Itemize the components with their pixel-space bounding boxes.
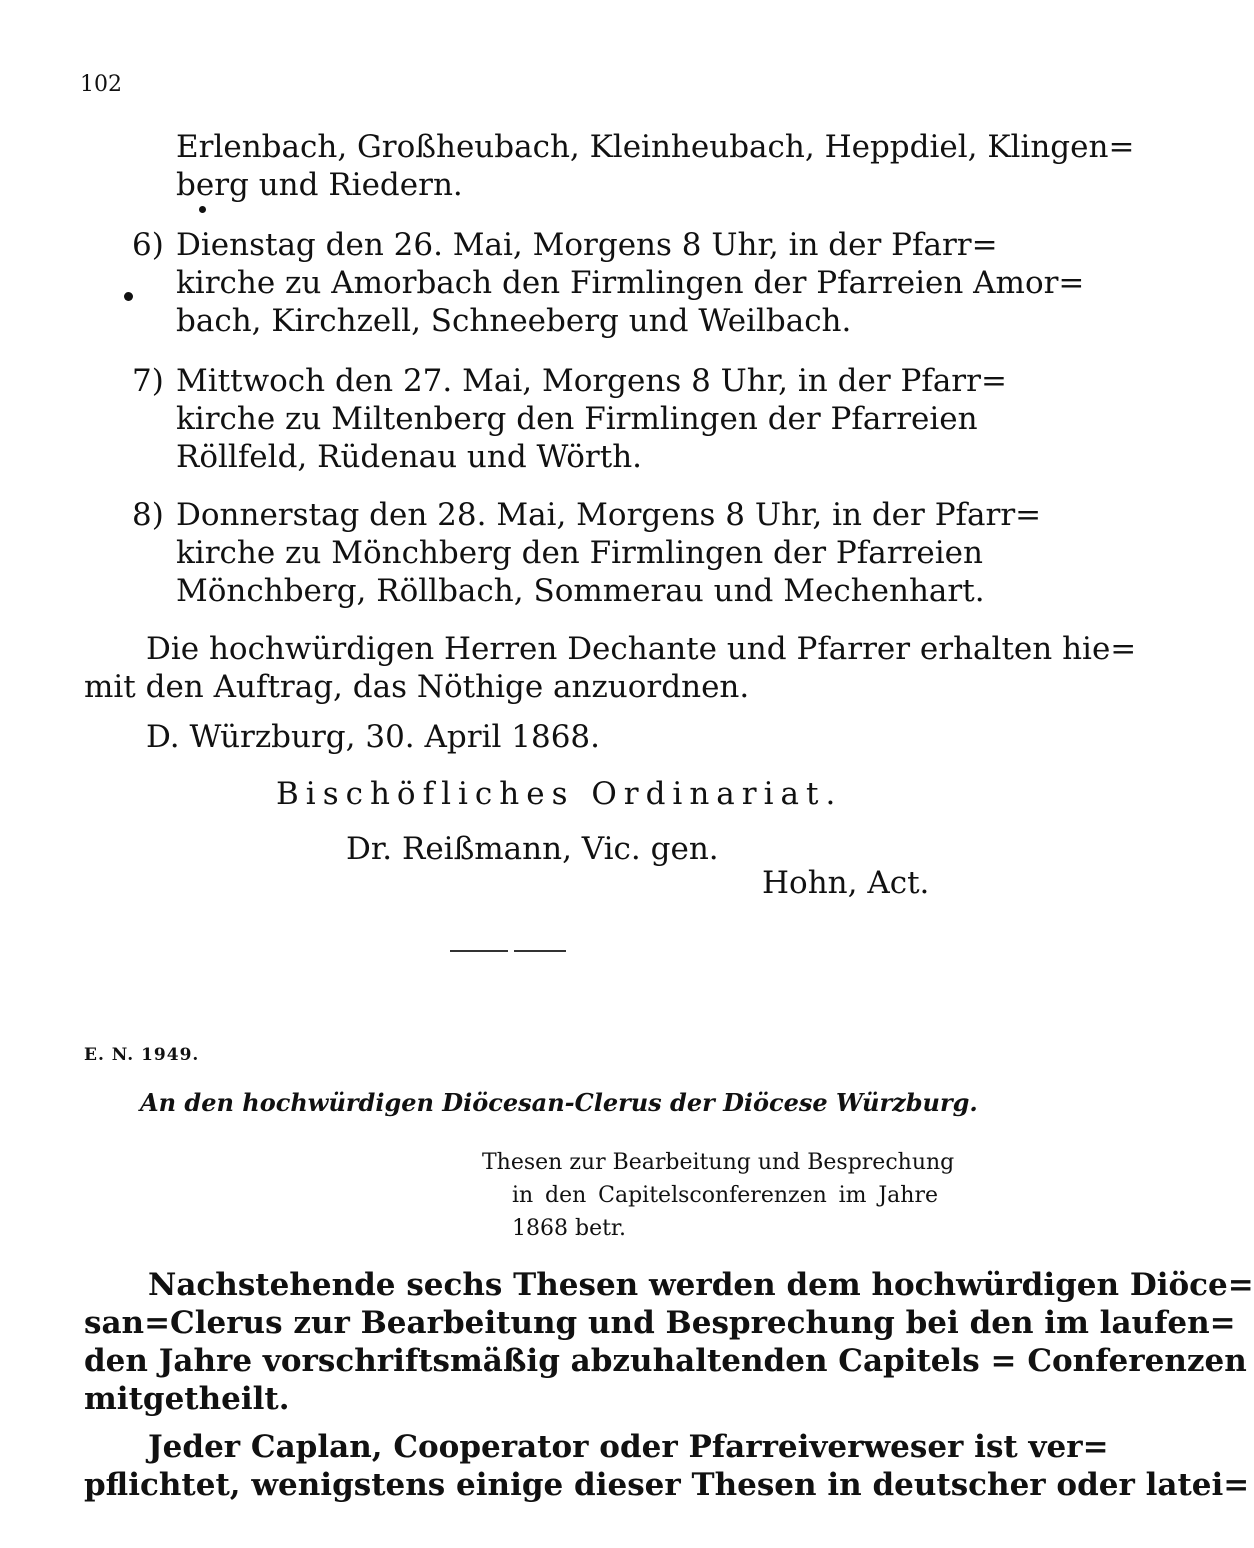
paragraph-line: mitgetheilt. [84,1381,290,1417]
paragraph-line: den Jahre vorschriftsmäßig abzuhaltenden Capitels = Conferenzen [84,1343,1247,1379]
item-label: 8) [132,497,164,533]
reference-number: E. N. 1949. [84,1045,200,1065]
continuation-line-1: Erlenbach, Großheubach, Kleinheubach, Heppdiel, Klingen= [176,129,1135,165]
item-line: kirche zu Miltenberg den Firmlingen der Pfarreien [176,401,978,437]
issuing-authority: Bischöfliches Ordinariat. [276,776,843,812]
instruction-line-1: Die hochwürdigen Herren Dechante und Pfarrer erhalten hie= [146,631,1137,667]
section-heading: An den hochwürdigen Diöcesan-Clerus der Diöcese Würzburg. [140,1088,978,1117]
item-label: 6) [132,227,164,263]
print-speck [124,292,133,301]
item-label: 7) [132,363,164,399]
item-line: Mönchberg, Röllbach, Sommerau und Mechenhart. [176,573,985,609]
section-divider [514,950,566,952]
page-number: 102 [80,72,122,97]
paragraph-line: san=Clerus zur Bearbeitung und Besprechung bei den im laufen= [84,1305,1236,1341]
signature-vicar-general: Dr. Reißmann, Vic. gen. [346,831,719,867]
subject-line-1: Thesen zur Bearbeitung und Besprechung [482,1150,955,1175]
subject-line-3: 1868 betr. [512,1216,627,1241]
item-line: bach, Kirchzell, Schneeberg und Weilbach. [176,303,852,339]
paragraph-line: Nachstehende sechs Thesen werden dem hochwürdigen Diöce= [148,1267,1254,1303]
item-line: kirche zu Mönchberg den Firmlingen der Pfarreien [176,535,983,571]
dateline: D. Würzburg, 30. April 1868. [146,719,600,755]
instruction-line-2: mit den Auftrag, das Nöthige anzuordnen. [84,669,750,705]
item-line: Dienstag den 26. Mai, Morgens 8 Uhr, in der Pfarr= [176,227,998,263]
signature-actuary: Hohn, Act. [762,865,930,901]
paragraph-line: Jeder Caplan, Cooperator oder Pfarreiverweser ist ver= [148,1429,1109,1465]
item-line: Donnerstag den 28. Mai, Morgens 8 Uhr, in der Pfarr= [176,497,1042,533]
paragraph-line: pflichtet, wenigstens einige dieser Thesen in deutscher oder latei= [84,1467,1250,1503]
print-speck [199,206,206,213]
item-line: Röllfeld, Rüdenau und Wörth. [176,439,643,475]
section-divider [450,950,508,952]
subject-line-2: in den Capitelsconferenzen im Jahre [512,1183,938,1208]
item-line: kirche zu Amorbach den Firmlingen der Pfarreien Amor= [176,265,1085,301]
continuation-line-2: berg und Riedern. [176,167,463,203]
item-line: Mittwoch den 27. Mai, Morgens 8 Uhr, in der Pfarr= [176,363,1007,399]
